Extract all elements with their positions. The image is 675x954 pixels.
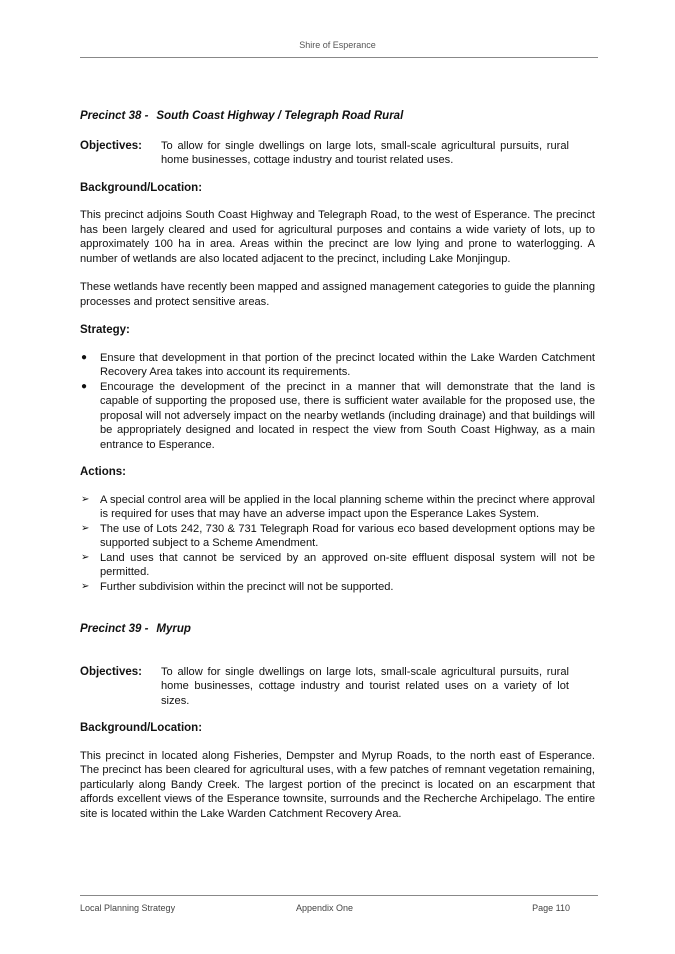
- background-heading: Background/Location:: [80, 722, 203, 734]
- background-heading: Background/Location:: [80, 181, 203, 194]
- header-rule: [80, 57, 598, 58]
- background-paragraph: These wetlands have recently been mapped and assigned management categories to guide the planning processes and protect sensitive areas.: [80, 281, 595, 308]
- strategy-list: [80, 351, 595, 453]
- precinct-39-name: Myrup: [156, 623, 191, 635]
- arrow-bullet-icon: ➢: [81, 522, 90, 534]
- arrow-bullet-icon: ➢: [81, 493, 90, 505]
- footer-document-title: Local Planning Strategy: [80, 903, 176, 913]
- objectives-text: To allow for single dwellings on large lots, small-scale agricultural pursuits, rural home businesses, cottage industry and tourist related uses on a variety of lot sizes.: [161, 665, 569, 707]
- bullet-icon: ●: [81, 380, 88, 392]
- objectives-text: To allow for single dwellings on large lots, small-scale agricultural pursuits, rural home businesses, cottage industry and tourist related uses.: [161, 139, 569, 166]
- precinct-38-name: South Coast Highway / Telegraph Road Rural: [156, 110, 404, 122]
- arrow-bullet-icon: ➢: [81, 580, 90, 592]
- bullet-icon: ●: [81, 351, 88, 363]
- footer-rule: [80, 895, 598, 896]
- precinct-39-title: [80, 622, 595, 637]
- background-paragraph: This precinct adjoins South Coast Highway and Telegraph Road, to the west of Esperance. The precinct has been largely cleared and used for agricultural purposes and contains a wide variety of lots, up to approximately 100 ha in area. Areas within the precinct are low lying and prone to waterlogging. A number of wetlands are also located adjacent to the precinct, including Lake Monjingup.: [80, 209, 595, 265]
- arrow-bullet-icon: ➢: [81, 551, 90, 563]
- precinct-39-objectives: [80, 665, 595, 709]
- precinct-38-objectives: [80, 139, 595, 168]
- list-item: ➢ Land uses that cannot be serviced by an approved on-site effluent disposal system will not be permitted.: [81, 551, 595, 578]
- page-content: [80, 109, 595, 821]
- footer-page-number: Page 110: [532, 903, 570, 913]
- strategy-heading: Strategy:: [80, 324, 130, 336]
- actions-heading: Actions:: [80, 466, 126, 478]
- objectives-label: Objectives:: [80, 665, 142, 678]
- objectives-label: Objectives:: [80, 139, 142, 152]
- list-item: ➢ A special control area will be applied in the local planning scheme within the precinct where approval is required for uses that may have an adverse impact upon the Esperance Lakes System.: [81, 493, 595, 520]
- list-item: ➢ The use of Lots 242, 730 & 731 Telegraph Road for various eco based development options may be supported subject to a Scheme Amendment.: [81, 522, 595, 549]
- precinct-39-number: Precinct 39 -: [80, 623, 149, 635]
- running-header: Shire of Esperance: [299, 40, 376, 50]
- precinct-38-title: [80, 109, 595, 124]
- actions-list: [80, 493, 595, 595]
- list-item: ● Encourage the development of the precinct in a manner that will demonstrate that the land is capable of supporting the proposed use, there is sufficient water available for the proposed use, the proposal will not adversely impact on the nearby wetlands (including drainage) and that buildings will be appropriately designed and located in respect the view from South Coast Highway, as a main entrance to Esperance.: [81, 380, 595, 451]
- list-item: ● Ensure that development in that portion of the precinct located within the Lake Warden Catchment Recovery Area takes into account its requirements.: [81, 351, 595, 378]
- background-paragraph: This precinct in located along Fisheries, Dempster and Myrup Roads, to the north east of Esperance. The precinct has been cleared for agricultural uses, with a few patches of remnant vegetation remaining, particularly along Bandy Creek. The largest portion of the precinct is located on an escarpment that affords excellent views of the Esperance townsite, surrounds and the Recherche Archipelago. The entire site is located within the Lake Warden Catchment Recovery Area.: [80, 749, 595, 820]
- footer-appendix: Appendix One: [296, 903, 354, 913]
- precinct-38-number: Precinct 38 -: [80, 110, 149, 122]
- list-item: ➢ Further subdivision within the precinct will not be supported.: [81, 580, 394, 593]
